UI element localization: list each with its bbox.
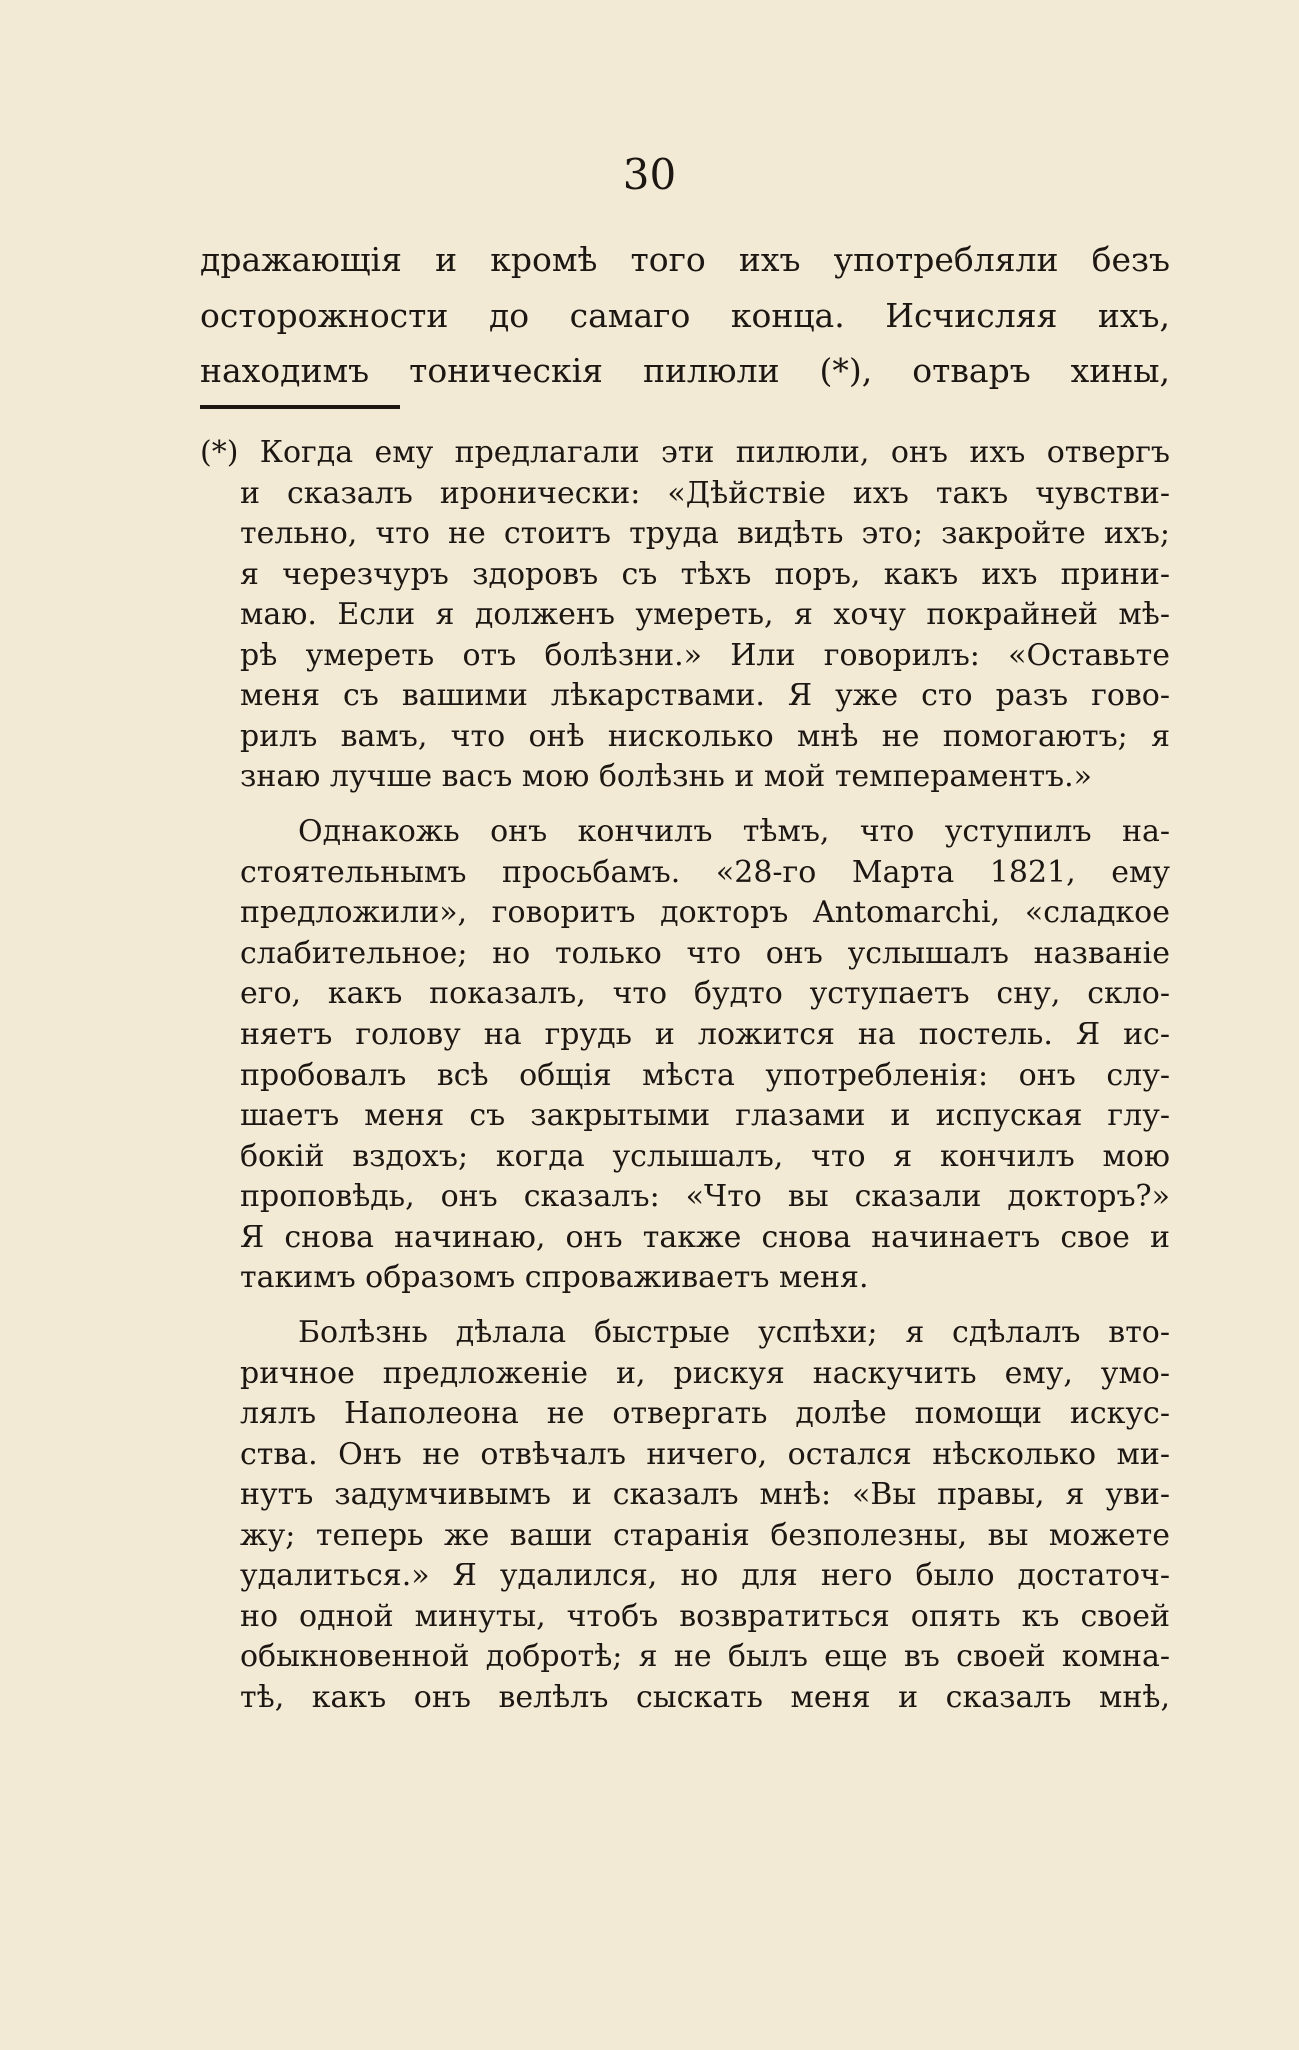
footnote-line: тѣ, какъ онъ велѣлъ сыскать меня и сказалъ мнѣ,	[240, 1680, 1170, 1715]
footnote-line: удалиться.» Я удалился, но для него было достаточ-	[240, 1558, 1170, 1593]
footnote-line: стоятельнымъ просьбамъ. «28-го Марта 1821, ему	[240, 855, 1170, 890]
footnote-line: шаетъ меня съ закрытыми глазами и испуская глу-	[240, 1098, 1170, 1133]
footnote-line: Я снова начинаю, онъ также снова начинаетъ свое и	[240, 1220, 1170, 1255]
footnote-line: бокій вздохъ; когда услышалъ, что я кончилъ мою	[240, 1139, 1170, 1174]
footnote-line: рѣ умереть отъ болѣзни.» Или говорилъ: «Оставьте	[240, 638, 1170, 673]
footnote-line: меня съ вашими лѣкарствами. Я уже сто разъ гово-	[240, 678, 1170, 713]
footnote-line: я черезчуръ здоровъ съ тѣхъ поръ, какъ ихъ прини-	[240, 557, 1170, 592]
footnote-line: такимъ образомъ спроваживаетъ меня.	[240, 1260, 869, 1295]
footnote-line: Болѣзнь дѣлала быстрые успѣхи; я сдѣлалъ вто-	[298, 1315, 1170, 1350]
main-text-line: находимъ тоническія пилюли (*), отваръ хины,	[200, 351, 1170, 390]
main-text-line: дражающія и кромѣ того ихъ употребляли безъ	[200, 240, 1170, 279]
footnote-line: нутъ задумчивымъ и сказалъ мнѣ: «Вы правы, я уви-	[240, 1477, 1170, 1512]
footnote-line: знаю лучше васъ мою болѣзнь и мой темпераментъ.»	[240, 759, 1093, 794]
footnote-line: обыкновенной добротѣ; я не былъ еще въ своей комна-	[240, 1639, 1170, 1674]
footnote-line: рилъ вамъ, что онѣ нисколько мнѣ не помогаютъ; я	[240, 719, 1170, 754]
footnote-line: (*) Когда ему предлагали эти пилюли, онъ ихъ отвергъ	[200, 435, 1170, 470]
footnote-line: няетъ голову на грудь и ложится на постель. Я ис-	[240, 1017, 1170, 1052]
footnote-line: слабительное; но только что онъ услышалъ названіе	[240, 936, 1170, 971]
footnote-separator	[200, 405, 400, 409]
footnote-line: Однакожь онъ кончилъ тѣмъ, что уступилъ на-	[298, 814, 1170, 849]
page-number: 30	[622, 150, 677, 199]
footnote-line: но одной минуты, чтобъ возвратиться опять къ своей	[240, 1599, 1170, 1634]
footnote-line: проповѣдь, онъ сказалъ: «Что вы сказали докторъ?»	[240, 1179, 1170, 1214]
footnote-line: предложили», говоритъ докторъ Antomarchi, «сладкое	[240, 895, 1170, 930]
footnote-line: ричное предложеніе и, рискуя наскучить ему, умо-	[240, 1356, 1170, 1391]
footnote-line: лялъ Наполеона не отвергать долѣе помощи искус-	[240, 1396, 1170, 1431]
footnote-line: маю. Если я долженъ умереть, я хочу покрайней мѣ-	[240, 597, 1170, 632]
footnote-line: и сказалъ иронически: «Дѣйствіе ихъ такъ чувстви-	[240, 476, 1170, 511]
footnote-line: пробовалъ всѣ общія мѣста употребленія: онъ слу-	[240, 1058, 1170, 1093]
footnote-line: тельно, что не стоитъ труда видѣть это; закройте ихъ;	[240, 516, 1170, 551]
footnote-line: его, какъ показалъ, что будто уступаетъ сну, скло-	[240, 976, 1170, 1011]
footnote-line: жу; теперь же ваши старанія безполезны, вы можете	[240, 1518, 1170, 1553]
main-text-line: осторожности до самаго конца. Исчисляя ихъ,	[200, 296, 1170, 335]
footnote-line: ства. Онъ не отвѣчалъ ничего, остался нѣсколько ми-	[240, 1437, 1170, 1472]
